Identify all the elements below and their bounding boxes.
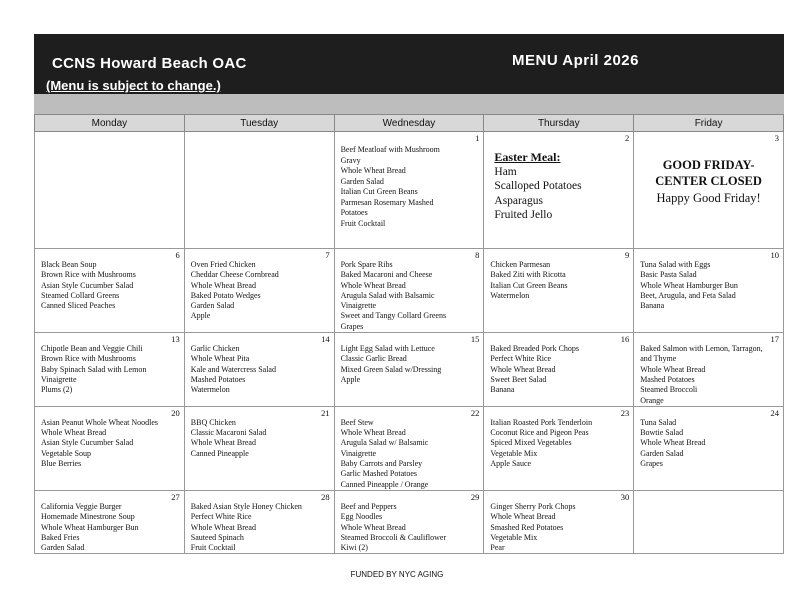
menu-item: Watermelon <box>490 290 530 300</box>
day-cell <box>334 406 484 490</box>
menu-item-list <box>335 407 484 490</box>
calendar-body <box>35 132 784 554</box>
menu-item: Italian Cut Green Beans <box>490 280 568 290</box>
day-cell <box>634 490 784 553</box>
menu-item: Mixed Green Salad w/Dressing <box>340 364 442 374</box>
day-cell <box>484 249 634 333</box>
menu-item: Kiwi (2) <box>340 543 368 553</box>
day-number: 21 <box>321 407 330 418</box>
menu-item: Whole Wheat Bread <box>490 512 556 522</box>
menu-item: Whole Wheat Pita <box>190 354 250 364</box>
menu-item: Canned Sliced Peaches <box>41 301 116 311</box>
menu-item-list <box>484 249 633 301</box>
menu-item-list <box>35 407 184 469</box>
menu-item-list <box>35 333 184 395</box>
menu-item: Ham <box>494 165 517 178</box>
day-number: 2 <box>624 133 630 143</box>
menu-item: Perfect White Rice <box>490 354 552 364</box>
menu-item: Classic Garlic Bread <box>340 354 407 364</box>
day-cell <box>184 333 334 407</box>
funding-footer: FUNDED BY NYC AGING <box>350 570 444 579</box>
menu-item: Grapes <box>340 321 364 331</box>
day-number: 23 <box>620 407 630 418</box>
easter-meal-menu <box>484 132 633 223</box>
menu-item-list <box>35 249 184 311</box>
menu-item-list <box>484 333 633 395</box>
menu-item: Asian Style Cucumber Salad <box>41 438 134 448</box>
menu-item: Vegetable Mix <box>490 532 538 542</box>
menu-item: Whole Wheat Hamburger Bun <box>41 522 139 532</box>
menu-item-list <box>35 491 184 553</box>
menu-item: Watermelon <box>190 385 230 395</box>
easter-meal-heading: Easter Meal: <box>494 150 561 164</box>
menu-item: Tuna Salad with Eggs <box>640 260 711 269</box>
calendar-week-row <box>35 132 784 249</box>
day-number: 10 <box>770 250 779 260</box>
day-cell <box>184 249 334 333</box>
calendar-week-row <box>35 490 784 553</box>
menu-item: Garden Salad <box>190 301 235 311</box>
menu-item-list <box>35 132 184 143</box>
day-number: 3 <box>774 133 779 143</box>
center-closed-notice <box>634 132 783 207</box>
closed-notice-line: GOOD FRIDAY- <box>662 158 755 172</box>
menu-item: Vinaigrette <box>340 448 377 458</box>
menu-item: Orange <box>640 395 664 405</box>
holiday-greeting: Happy Good Friday! <box>656 191 761 205</box>
menu-item: Italian Roasted Pork Tenderloin <box>490 417 593 427</box>
closed-notice-line: CENTER CLOSED <box>655 174 762 188</box>
day-cell <box>184 490 334 553</box>
menu-item: Banana <box>490 385 515 395</box>
menu-item: Beef and Peppers <box>340 501 397 511</box>
center-title: CCNS Howard Beach OAC <box>52 55 247 72</box>
day-cell <box>35 406 185 490</box>
menu-item: Chicken Parmesan <box>490 260 551 269</box>
day-number: 1 <box>475 133 480 143</box>
day-cell <box>35 333 185 407</box>
menu-item-list <box>335 491 484 553</box>
menu-item-list <box>335 333 484 385</box>
menu-item: Blue Berries <box>41 459 82 469</box>
day-cell <box>484 490 634 553</box>
menu-item: Whole Wheat Bread <box>340 522 406 532</box>
day-cell <box>334 490 484 553</box>
header-divider-strip <box>34 94 784 114</box>
menu-item-list <box>634 249 783 311</box>
menu-item: Classic Macaroni Salad <box>190 428 267 438</box>
menu-item: Fruit Cocktail <box>190 543 236 553</box>
day-cell <box>184 406 334 490</box>
menu-item: Chipotle Bean and Veggie Chili <box>41 344 143 354</box>
menu-item: Italian Cut Green Beans <box>340 187 418 196</box>
day-number: 20 <box>171 407 180 418</box>
menu-item: Pork Spare Ribs <box>340 260 393 269</box>
menu-item: Arugula Salad with Balsamic <box>340 290 435 300</box>
calendar-week-row <box>35 406 784 490</box>
menu-item: Steamed Broccoli <box>640 385 698 395</box>
menu-item-list <box>185 132 334 143</box>
menu-item: Baby Spinach Salad with Lemon <box>41 364 147 374</box>
menu-item: Beet, Arugula, and Feta Salad <box>640 290 736 300</box>
menu-item: Vegetable Mix <box>490 448 538 458</box>
weekday-header-monday: Monday <box>35 115 185 132</box>
menu-item: Whole Wheat Bread <box>640 364 706 374</box>
calendar-week-row <box>35 333 784 407</box>
menu-item-list <box>634 491 783 502</box>
menu-item: Whole Wheat Hamburger Bun <box>640 280 738 290</box>
menu-item: Potatoes <box>340 208 368 217</box>
day-cell <box>484 333 634 407</box>
menu-item: Fruited Jello <box>494 209 553 221</box>
day-number: 9 <box>624 250 630 260</box>
day-cell <box>334 249 484 333</box>
menu-item-list <box>634 333 783 406</box>
menu-item: Garden Salad <box>340 176 384 186</box>
menu-item: Arugula Salad w/ Balsamic <box>340 438 429 448</box>
menu-item: Garden Salad <box>41 543 85 553</box>
menu-item: Pear <box>490 543 505 553</box>
menu-item: Black Bean Soup <box>41 260 97 269</box>
menu-item: Scalloped Potatoes <box>494 180 582 192</box>
menu-item: Baked Macaroni and Cheese <box>340 270 433 280</box>
day-number: 29 <box>470 491 480 502</box>
menu-item: Cheddar Cheese Cornbread <box>190 270 279 280</box>
menu-item: Canned Pineapple <box>190 448 249 458</box>
menu-item: Mashed Potatoes <box>640 374 695 384</box>
menu-item: Whole Wheat Bread <box>190 438 256 448</box>
menu-disclaimer: (Menu is subject to change.) <box>46 78 221 93</box>
menu-item: Garden Salad <box>640 448 684 458</box>
menu-item-list <box>335 249 484 332</box>
day-number: 24 <box>770 407 779 418</box>
menu-item: Brown Rice with Mushrooms <box>41 354 136 364</box>
menu-item: Perfect White Rice <box>190 512 252 522</box>
menu-item: Baked Ziti with Ricotta <box>490 270 566 280</box>
menu-item: Baby Carrots and Parsley <box>340 459 423 469</box>
menu-item: Grapes <box>640 459 663 469</box>
day-number: 16 <box>620 334 630 345</box>
weekday-header-wednesday: Wednesday <box>334 115 484 132</box>
menu-item: Basic Pasta Salad <box>640 270 697 280</box>
menu-item: California Veggie Burger <box>41 501 122 511</box>
menu-item: Brown Rice with Mushrooms <box>41 270 136 280</box>
menu-item: Canned Pineapple / Orange <box>340 479 429 489</box>
calendar-week-row <box>35 249 784 333</box>
menu-item: Beef Stew <box>340 417 374 427</box>
day-number: 28 <box>321 491 330 502</box>
menu-item: Whole Wheat Bread <box>490 364 556 374</box>
menu-item: Steamed Broccoli & Cauliflower <box>340 532 447 542</box>
menu-item: Steamed Collard Greens <box>41 290 120 300</box>
day-cell <box>334 333 484 407</box>
menu-item: Coconut Rice and Pigeon Peas <box>490 428 589 438</box>
menu-item: Ginger Sherry Pork Chops <box>490 501 576 511</box>
menu-item-list <box>634 407 783 469</box>
weekday-header-thursday: Thursday <box>484 115 634 132</box>
menu-item: Apple <box>340 374 361 384</box>
menu-item: Vinaigrette <box>41 374 77 384</box>
menu-item: Whole Wheat Bread <box>640 438 706 448</box>
weekday-header-friday: Friday <box>634 115 784 132</box>
day-cell <box>634 249 784 333</box>
menu-item: Asparagus <box>494 194 543 207</box>
menu-item: Sweet Beet Salad <box>490 374 547 384</box>
menu-item-list <box>335 132 484 229</box>
day-number: 8 <box>475 250 480 260</box>
menu-item: Whole Wheat Bread <box>41 428 107 438</box>
menu-item: Sauteed Spinach <box>190 532 244 542</box>
day-number: 22 <box>470 407 480 418</box>
menu-item: Apple <box>190 311 211 321</box>
menu-item: Baked Salmon with Lemon, Tarragon, <box>640 344 763 354</box>
menu-item-list <box>185 249 334 322</box>
menu-item: Whole Wheat Bread <box>190 522 256 532</box>
day-number: 13 <box>171 334 180 345</box>
menu-item: Asian Peanut Whole Wheat Noodles <box>41 417 159 427</box>
day-cell <box>184 132 334 249</box>
menu-item: Garlic Mashed Potatoes <box>340 469 418 479</box>
menu-month-label: MENU April 2026 <box>512 52 639 69</box>
day-number: 7 <box>325 250 330 260</box>
menu-item: Asian Style Cucumber Salad <box>41 280 134 290</box>
menu-item: Baked Potato Wedges <box>190 290 261 300</box>
weekday-header-tuesday: Tuesday <box>184 115 334 132</box>
menu-item: Bowtie Salad <box>640 428 684 438</box>
day-number: 15 <box>470 334 480 345</box>
weekday-header-row <box>35 115 784 132</box>
menu-item: Mashed Potatoes <box>190 374 246 384</box>
menu-item-list <box>185 333 334 395</box>
menu-item: Whole Wheat Bread <box>340 280 406 290</box>
menu-item: Whole Wheat Bread <box>340 428 406 438</box>
menu-item: Parmesan Rosemary Mashed <box>340 197 434 207</box>
day-number: 27 <box>171 491 180 502</box>
menu-item: Light Egg Salad with Lettuce <box>340 344 435 354</box>
menu-item: Beef Meatloaf with Mushroom <box>340 145 440 154</box>
menu-item: Egg Noodles <box>340 512 383 522</box>
menu-item-list <box>185 407 334 459</box>
menu-item: Oven Fried Chicken <box>190 260 256 269</box>
day-cell <box>35 249 185 333</box>
day-cell <box>634 333 784 407</box>
day-number: 14 <box>321 334 330 345</box>
menu-item-list <box>484 407 633 469</box>
menu-item: Homemade Minestrone Soup <box>41 512 135 522</box>
day-cell <box>484 406 634 490</box>
menu-item: Plums (2) <box>41 385 73 395</box>
menu-item: Whole Wheat Bread <box>190 280 256 290</box>
menu-item-list <box>484 491 633 553</box>
menu-item: Sweet and Tangy Collard Greens <box>340 311 447 321</box>
menu-item: BBQ Chicken <box>190 417 236 427</box>
day-cell <box>35 490 185 553</box>
day-cell <box>634 132 784 249</box>
menu-item: Banana <box>640 301 665 311</box>
menu-item: Vinaigrette <box>340 301 377 311</box>
menu-item: Baked Fries <box>41 532 80 542</box>
menu-item: Baked Breaded Pork Chops <box>490 344 580 354</box>
menu-header-banner <box>34 34 784 94</box>
menu-item: Smashed Red Potatoes <box>490 522 564 532</box>
menu-item: and Thyme <box>640 354 677 364</box>
day-number: 30 <box>620 491 630 502</box>
menu-item: Fruit Cocktail <box>340 218 386 228</box>
day-number: 6 <box>175 250 180 260</box>
day-cell <box>634 406 784 490</box>
menu-item: Whole Wheat Bread <box>340 166 406 175</box>
menu-item: Baked Asian Style Honey Chicken <box>190 501 302 511</box>
menu-item: Spiced Mixed Vegetables <box>490 438 572 448</box>
day-cell <box>35 132 185 249</box>
menu-item: Tuna Salad <box>640 417 677 427</box>
menu-item: Kale and Watercress Salad <box>190 364 276 374</box>
menu-item: Vegetable Soup <box>41 448 91 458</box>
day-cell <box>484 132 634 249</box>
menu-item: Garlic Chicken <box>190 344 240 354</box>
menu-item-list <box>185 491 334 553</box>
menu-calendar <box>34 114 784 554</box>
day-number: 17 <box>770 334 779 345</box>
menu-item: Apple Sauce <box>490 459 532 469</box>
day-cell <box>334 132 484 249</box>
menu-item: Gravy <box>340 155 361 165</box>
